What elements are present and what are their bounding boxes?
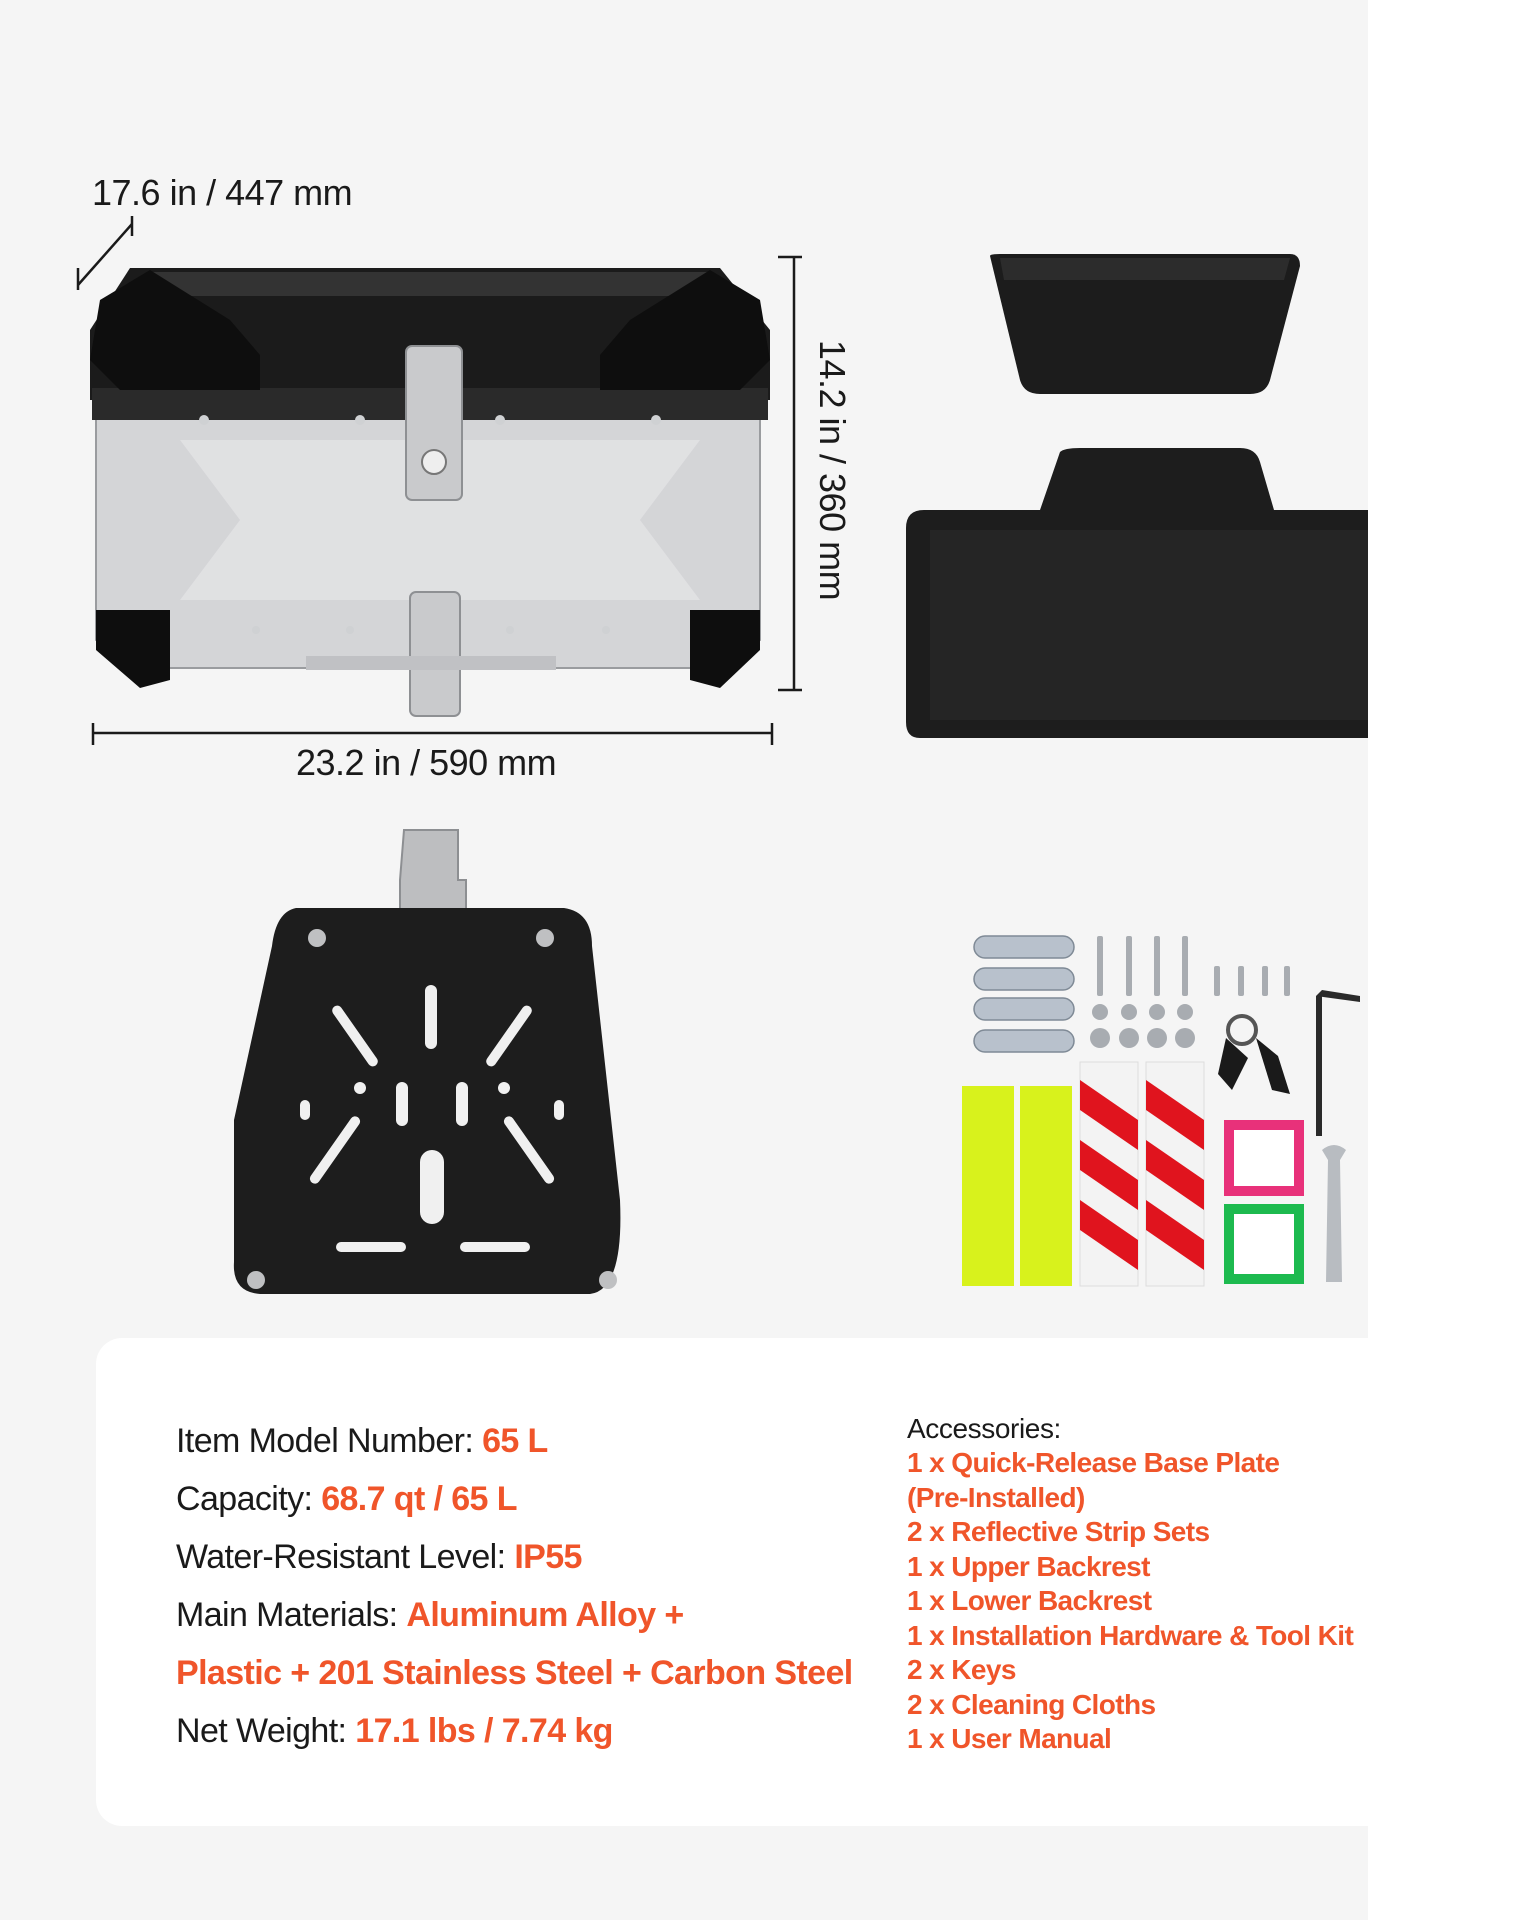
backrest-image	[906, 254, 1368, 738]
spec-water-value: IP55	[514, 1538, 582, 1576]
spec-materials-value-1: Aluminum Alloy +	[406, 1596, 684, 1634]
spec-model-label: Item Model Number:	[176, 1422, 474, 1460]
accessories-list	[907, 1412, 1407, 1757]
accessories-title: Accessories:	[907, 1413, 1061, 1444]
spec-model	[176, 1412, 896, 1470]
accessory-item: 2 x Reflective Strip Sets	[907, 1516, 1210, 1547]
height-dimension-label: 14.2 in / 360 mm	[812, 339, 853, 601]
spec-list	[176, 1412, 896, 1760]
spec-capacity-label: Capacity:	[176, 1480, 313, 1518]
depth-dimension-label: 17.6 in / 447 mm	[92, 172, 353, 213]
spec-weight-label: Net Weight:	[176, 1712, 347, 1750]
accessory-item: 1 x User Manual	[907, 1723, 1112, 1754]
accessory-item: 1 x Lower Backrest	[907, 1585, 1152, 1616]
spec-materials-value-2: Plastic + 201 Stainless Steel + Carbon Steel	[176, 1654, 853, 1692]
accessory-item: 1 x Installation Hardware & Tool Kit	[907, 1619, 1354, 1651]
spec-water-resistance	[176, 1528, 896, 1586]
spec-water-label: Water-Resistant Level:	[176, 1538, 506, 1576]
spec-weight	[176, 1702, 896, 1760]
top-case-image	[90, 268, 770, 716]
spec-capacity-value: 68.7 qt / 65 L	[321, 1480, 517, 1518]
spec-materials-label: Main Materials:	[176, 1596, 398, 1634]
width-dimension-label: 23.2 in / 590 mm	[296, 742, 557, 783]
accessory-item: 2 x Cleaning Cloths	[907, 1688, 1156, 1720]
accessory-item: 2 x Keys	[907, 1654, 1016, 1685]
spec-capacity	[176, 1470, 896, 1528]
accessory-item: (Pre-Installed)	[907, 1481, 1085, 1513]
spec-weight-value: 17.1 lbs / 7.74 kg	[355, 1712, 613, 1750]
base-plate-image	[234, 830, 621, 1294]
spec-materials	[176, 1586, 896, 1644]
hardware-kit-image	[962, 936, 1360, 1286]
accessory-item: 1 x Upper Backrest	[907, 1550, 1150, 1582]
spec-model-value: 65 L	[482, 1422, 548, 1460]
height-dimension-line	[778, 257, 802, 690]
accessory-item: 1 x Quick-Release Base Plate	[907, 1447, 1280, 1478]
specifications-card	[96, 1338, 1440, 1826]
